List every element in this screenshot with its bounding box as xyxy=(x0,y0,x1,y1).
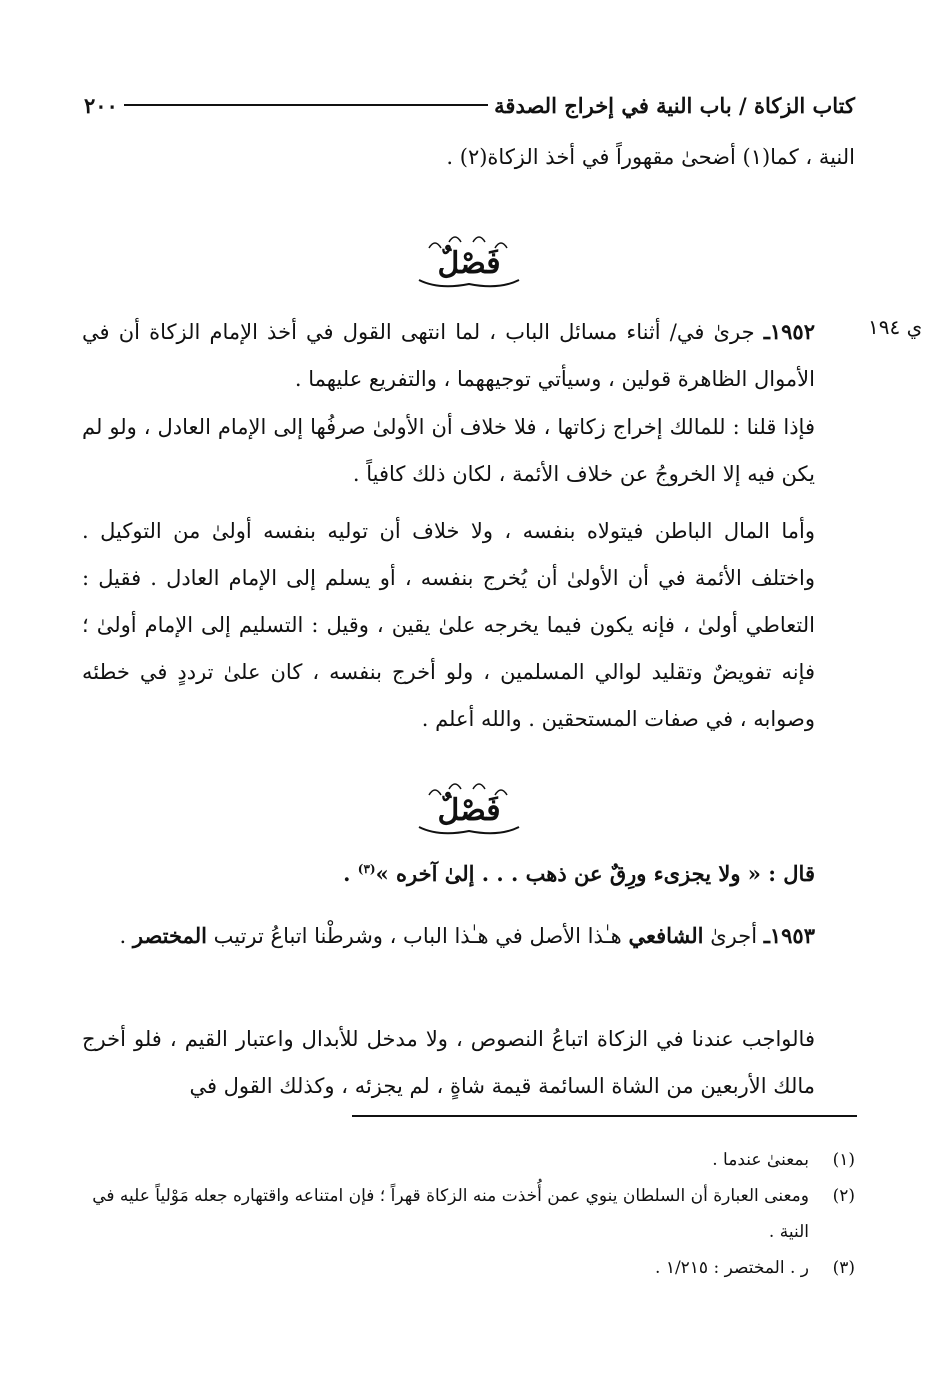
paragraph-2 xyxy=(82,404,855,498)
footnotes xyxy=(84,1142,855,1286)
margin-page-reference: ي ١٩٤ xyxy=(868,315,923,339)
paragraph-text: أجرىٰ xyxy=(710,924,758,948)
footnote-text: ومعنى العبارة أن السلطان ينوي عمن أُخذت منه الزكاة قهراً ؛ فإن امتناعه واقتهاره جعله مَوْلياً عليه في النية . xyxy=(92,1186,809,1242)
footnote-separator xyxy=(352,1115,857,1117)
qala-label: قال : xyxy=(768,861,815,886)
section-heading-1: فَصْلٌ xyxy=(437,245,501,281)
section-heading-2: فَصْلٌ xyxy=(437,792,501,828)
paragraph-end: . xyxy=(119,924,133,948)
author-name: الشافعي xyxy=(628,923,704,948)
qala-quote: « ولا يجزىء ورِقٌ عن ذهب . . . إلىٰ آخره » xyxy=(375,861,761,886)
footnote-item xyxy=(84,1142,855,1178)
paragraph-text: جرىٰ في/ أثناء مسائل الباب ، لما انتهى القول في أخذ الإمام الزكاة أن في الأموال الظاهرة قولين ، وسيأتي توجيههما ، والتفريع عليهما . xyxy=(82,320,815,391)
paragraph-text: وأما المال الباطن فيتولاه بنفسه ، ولا خلاف أن توليه بنفسه أولىٰ من التوكيل . واختلف الأئمة في أن الأولىٰ أن يُخرج بنفسه ، أو يسلم إلى الإمام العادل . فقيل : التعاطي أولىٰ ، فإنه يكون فيما يخرجه علىٰ يقين ، وقيل : التسليم إلى الإمام أولىٰ ؛ فإنه تفويضٌ وتقليد لوالي المسلمين ، ولو أخرج بنفسه ، كان علىٰ ترددٍ في خطئه وصوابه ، في صفات المستحقين . والله أعلم . xyxy=(82,519,815,731)
paragraph-last xyxy=(82,1016,855,1110)
footnote-item xyxy=(84,1250,855,1286)
footnote-number: (٣) xyxy=(832,1258,855,1278)
paragraph-number: ١٩٥٣ـ xyxy=(763,923,815,948)
footnote-text: ر . المختصر : ١/٢١٥ . xyxy=(655,1258,809,1278)
paragraph-text: فالواجب عندنا في الزكاة اتباعُ النصوص ، ولا مدخل للأبدال واعتبار القيم ، فلو أخرج مالك الأربعين من الشاة السائمة قيمة شاةٍ ، لم يجزئه ، وكذلك القول في xyxy=(82,1027,815,1098)
paragraph-3 xyxy=(82,508,855,743)
qala-end: . xyxy=(343,861,358,886)
footnote-number: (١) xyxy=(832,1150,855,1170)
paragraph-number: ١٩٥٢ـ xyxy=(763,319,815,344)
running-header xyxy=(84,88,855,122)
footnote-item xyxy=(84,1178,855,1250)
book-title: المختصر xyxy=(132,923,207,948)
section-ornament-2 xyxy=(409,775,529,845)
paragraph-text: هـٰذا الأصل في هـٰذا الباب ، وشرطْنا اتباعُ ترتيب xyxy=(213,924,622,948)
continuation-line: النية ، كما(١) أضحىٰ مقهوراً في أخذ الزكاة(٢) . xyxy=(446,145,855,169)
section-ornament-1 xyxy=(409,228,529,298)
header-rule xyxy=(124,104,488,106)
footnote-text: بمعنىٰ عندما . xyxy=(712,1150,809,1170)
footnote-number: (٢) xyxy=(832,1186,855,1206)
paragraph-1952 xyxy=(82,308,855,403)
page-number: ٢٠٠ xyxy=(84,92,118,118)
paragraph-text: فإذا قلنا : للمالك إخراج زكاتها ، فلا خلاف أن الأولىٰ صرفُها إلى الإمام العادل ، ولو لم يكن فيه إلا الخروجُ عن خلاف الأئمة ، لكان ذلك كافياً . xyxy=(82,415,815,486)
top-continuation xyxy=(82,134,855,181)
qala-line xyxy=(82,850,855,897)
paragraph-1953 xyxy=(82,912,855,960)
footnote-ref: (٣) xyxy=(357,862,376,876)
running-title: كتاب الزكاة / باب النية في إخراج الصدقة xyxy=(494,92,855,118)
